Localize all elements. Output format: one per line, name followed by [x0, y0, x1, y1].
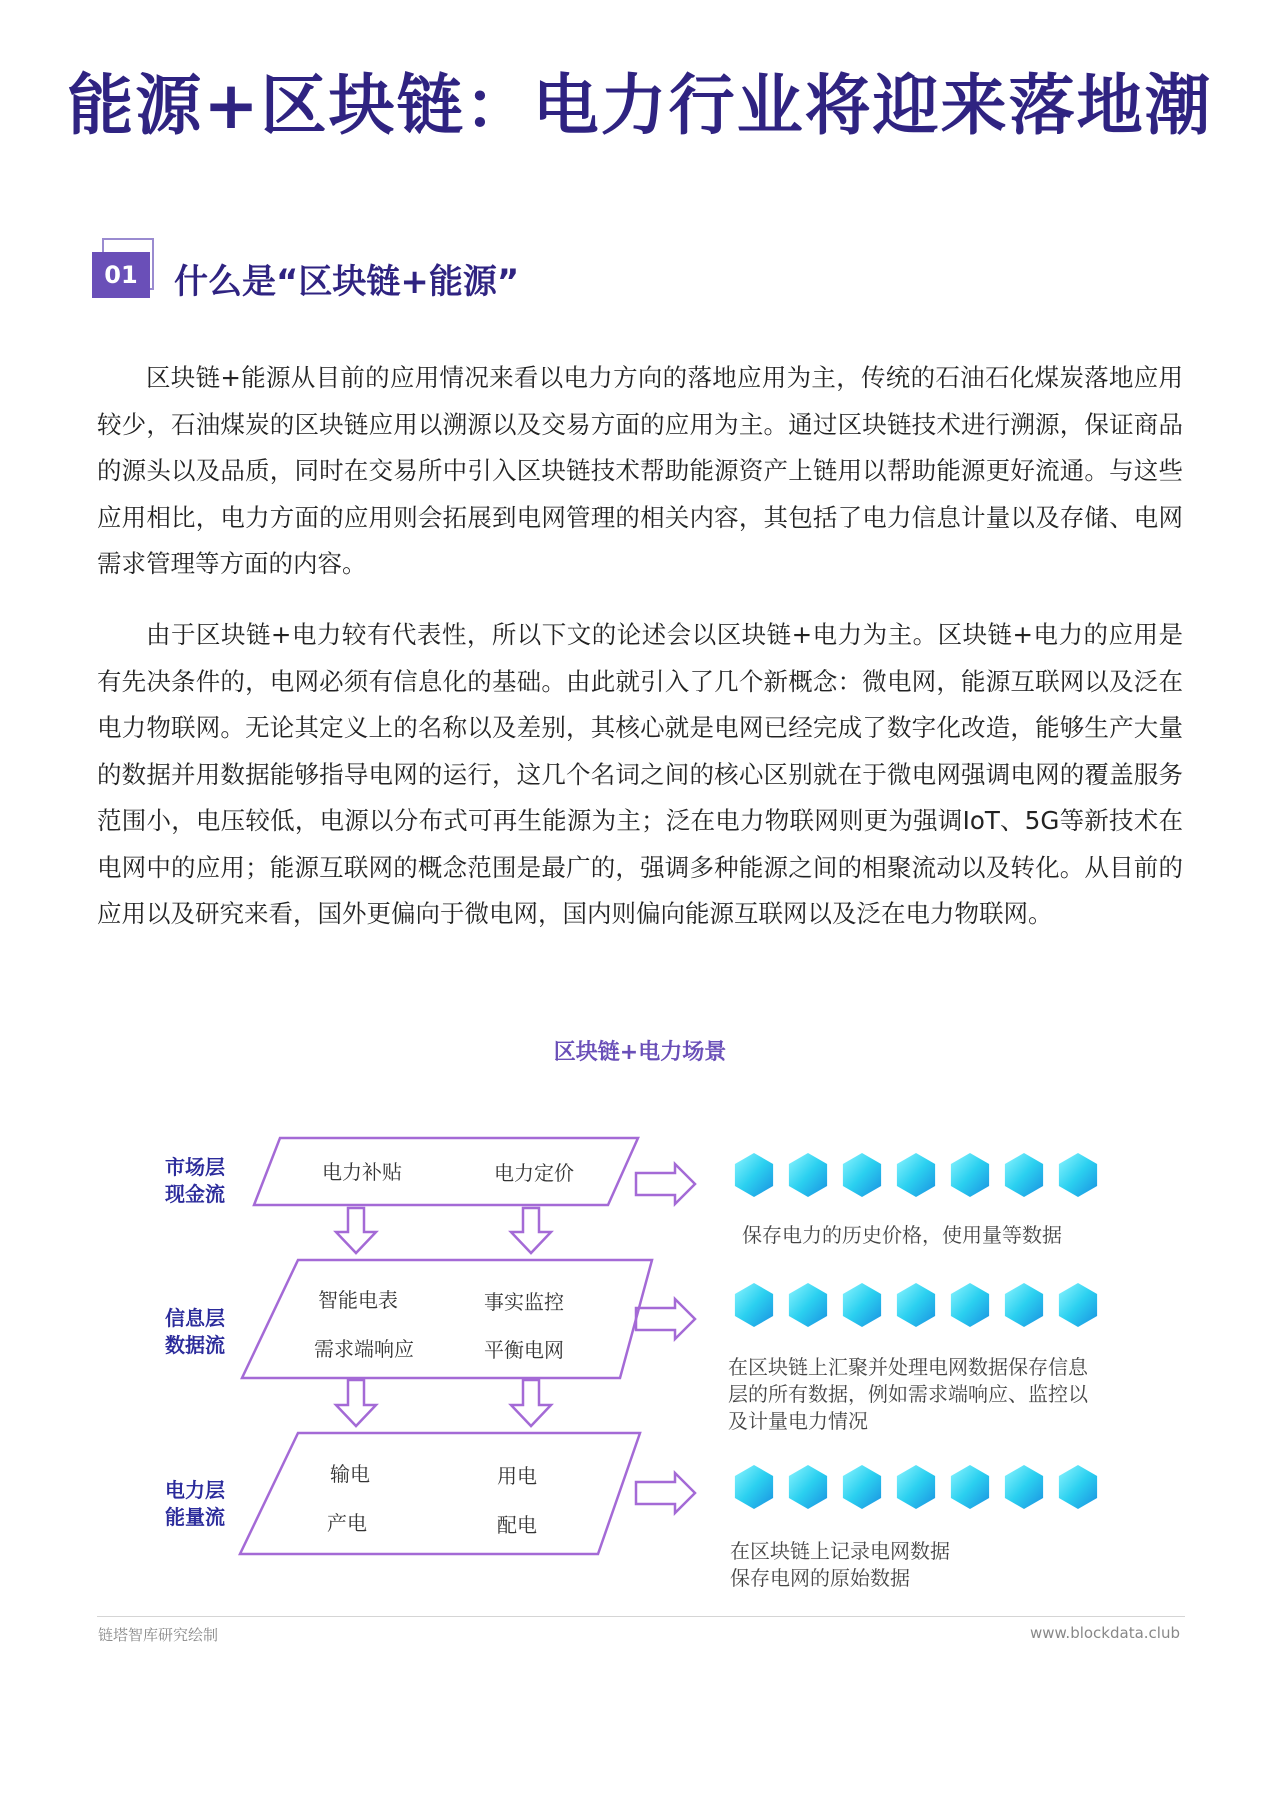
footer-source: 链塔智库研究绘制	[98, 1626, 219, 1644]
hexagon-chain-info	[735, 1283, 1097, 1327]
power-layer-box	[240, 1433, 640, 1554]
description-info-line: 层的所有数据，例如需求端响应、监控以	[728, 1382, 1088, 1406]
diagram-title: 区块链+电力场景	[553, 1040, 727, 1065]
hexagon-block-icon	[951, 1283, 989, 1327]
hexagon-block-icon	[789, 1153, 827, 1197]
hexagon-block-icon	[1059, 1153, 1097, 1197]
cell-power-subsidy: 电力补贴	[322, 1160, 402, 1184]
market-layer-box	[254, 1138, 638, 1205]
hexagon-block-icon	[1059, 1465, 1097, 1509]
cell-realtime-monitoring: 事实监控	[484, 1290, 564, 1314]
cell-consumption: 用电	[497, 1464, 537, 1488]
hexagon-block-icon	[1005, 1283, 1043, 1327]
description-market-line: 保存电力的历史价格，使用量等数据	[742, 1223, 1062, 1247]
layer-label-market-line2: 现金流	[165, 1182, 225, 1206]
hexagon-chain-power	[735, 1465, 1097, 1509]
description-info	[728, 1354, 1088, 1435]
hexagon-block-icon	[789, 1283, 827, 1327]
hexagon-chain-market	[735, 1153, 1097, 1197]
hexagon-block-icon	[951, 1465, 989, 1509]
hexagon-block-icon	[951, 1153, 989, 1197]
cell-distribution: 配电	[497, 1513, 537, 1537]
description-power-line: 在区块链上记录电网数据	[730, 1539, 950, 1563]
hexagon-block-icon	[1059, 1283, 1097, 1327]
footer-website: www.blockdata.club	[1030, 1624, 1180, 1642]
hexagon-block-icon	[843, 1153, 881, 1197]
layer-label-info	[140, 1305, 250, 1359]
hexagon-block-icon	[735, 1153, 773, 1197]
description-info-line: 在区块链上汇聚并处理电网数据保存信息	[728, 1355, 1088, 1379]
hexagon-block-icon	[1005, 1465, 1043, 1509]
layer-label-power	[140, 1477, 250, 1531]
hexagon-block-icon	[897, 1153, 935, 1197]
layer-label-info-line1: 信息层	[165, 1306, 225, 1330]
layer-label-power-line1: 电力层	[165, 1478, 225, 1502]
hexagon-block-icon	[897, 1465, 935, 1509]
cell-grid-balancing: 平衡电网	[484, 1338, 564, 1362]
description-market	[742, 1222, 1062, 1249]
paragraph-1: 区块链+能源从目前的应用情况来看以电力方向的落地应用为主，传统的石油石化煤炭落地应用较少，石油煤炭的区块链应用以溯源以及交易方面的应用为主。通过区块链技术进行溯源，保证商品的源头以及品质，同时在交易所中引入区块链技术帮助能源资产上链用以帮助能源更好流通。与这些应用相比，电力方面的应用则会拓展到电网管理的相关内容，其包括了电力信息计量以及存储、电网需求管理等方面的内容。	[97, 363, 1183, 578]
hexagon-block-icon	[735, 1465, 773, 1509]
description-info-line: 及计量电力情况	[728, 1409, 868, 1433]
hexagon-block-icon	[897, 1283, 935, 1327]
cell-power-pricing: 电力定价	[494, 1161, 574, 1185]
cell-transmission: 输电	[330, 1462, 370, 1486]
cell-smart-meter: 智能电表	[318, 1288, 398, 1312]
layer-label-info-line2: 数据流	[165, 1333, 225, 1357]
layer-label-market	[140, 1154, 250, 1208]
hexagon-block-icon	[735, 1283, 773, 1327]
layer-label-market-line1: 市场层	[165, 1155, 225, 1179]
down-arrow-icon	[336, 1208, 551, 1426]
description-power-line: 保存电网的原始数据	[730, 1566, 910, 1590]
hexagon-block-icon	[843, 1465, 881, 1509]
right-arrow-icon	[636, 1164, 695, 1513]
info-layer-box	[242, 1260, 652, 1378]
layer-label-power-line2: 能量流	[165, 1505, 225, 1529]
paragraph-2: 由于区块链+电力较有代表性，所以下文的论述会以区块链+电力为主。区块链+电力的应用是有先决条件的，电网必须有信息化的基础。由此就引入了几个新概念：微电网，能源互联网以及泛在电力物联网。无论其定义上的名称以及差别，其核心就是电网已经完成了数字化改造，能够生产大量的数据并用数据能够指导电网的运行，这几个名词之间的核心区别就在于微电网强调电网的覆盖服务范围小，电压较低，电源以分布式可再生能源为主；泛在电力物联网则更为强调IoT、5G等新技术在电网中的应用；能源互联网的概念范围是最广的，强调多种能源之间的相聚流动以及转化。从目前的应用以及研究来看，国外更偏向于微电网，国内则偏向能源互联网以及泛在电力物联网。	[97, 620, 1183, 928]
description-power	[730, 1538, 950, 1592]
cell-demand-response: 需求端响应	[314, 1337, 414, 1361]
section-title: 什么是“区块链+能源”	[174, 262, 520, 302]
hexagon-block-icon	[1005, 1153, 1043, 1197]
footer-divider	[97, 1616, 1185, 1617]
hexagon-block-icon	[843, 1283, 881, 1327]
section-number: 01	[92, 252, 150, 298]
cell-generation: 产电	[327, 1511, 367, 1535]
page-title: 能源+区块链：电力行业将迎来落地潮	[67, 67, 1213, 144]
hexagon-block-icon	[789, 1465, 827, 1509]
